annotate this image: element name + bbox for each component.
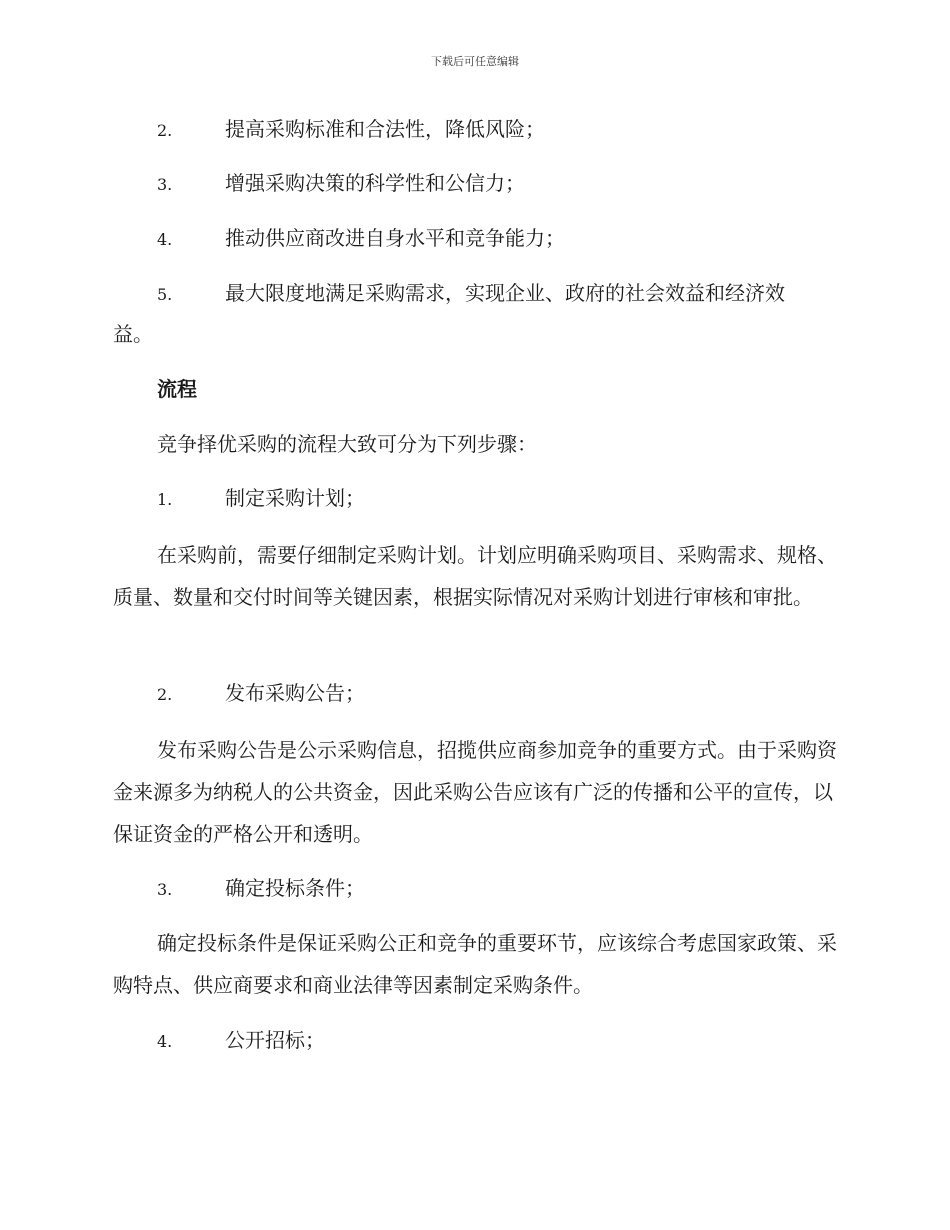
page-header: 下载后可任意编辑	[431, 55, 519, 68]
list-item	[157, 115, 545, 145]
step-body: 发布采购公告是公示采购信息，招揽供应商参加竞争的重要方式。由于采购资金来源多为纳税人的公共资金，因此采购公告应该有广泛的传播和公平的宣传，以保证资金的严格公开和透明。	[113, 738, 837, 846]
step-title	[157, 484, 365, 514]
list-item-continuation: 益。	[113, 322, 153, 346]
list-text: 增强采购决策的科学性和公信力；	[225, 171, 525, 195]
step-body: 确定投标条件是保证采购公正和竞争的重要环节，应该综合考虑国家政策、采购特点、供应商要求和商业法律等因素制定采购条件。	[113, 931, 837, 997]
list-number: 3.	[157, 175, 173, 194]
list-text: 提高采购标准和合法性，降低风险；	[225, 117, 545, 141]
step-number: 4.	[157, 1032, 173, 1051]
section-heading: 流程	[157, 377, 197, 401]
step-title	[157, 1026, 325, 1056]
list-item	[157, 279, 785, 309]
step-title-text: 发布采购公告；	[225, 681, 365, 705]
step-number: 3.	[157, 880, 173, 899]
step-title-text: 制定采购计划；	[225, 486, 365, 510]
step-body: 在采购前，需要仔细制定采购计划。计划应明确采购项目、采购需求、规格、质量、数量和交付时间等关键因素，根据实际情况对采购计划进行审核和审批。	[113, 543, 837, 609]
step-title-text: 确定投标条件；	[225, 876, 365, 900]
step-title-text: 公开招标；	[225, 1028, 325, 1052]
list-number: 5.	[157, 285, 173, 304]
step-title	[157, 679, 365, 709]
list-item	[157, 224, 565, 254]
list-item	[157, 169, 525, 199]
list-number: 2.	[157, 121, 173, 140]
list-text: 最大限度地满足采购需求，实现企业、政府的社会效益和经济效	[225, 281, 785, 305]
step-number: 2.	[157, 685, 173, 704]
step-title	[157, 874, 365, 904]
step-number: 1.	[157, 490, 173, 509]
section-intro: 竞争择优采购的流程大致可分为下列步骤：	[157, 432, 537, 456]
list-text: 推动供应商改进自身水平和竞争能力；	[225, 226, 565, 250]
list-number: 4.	[157, 230, 173, 249]
